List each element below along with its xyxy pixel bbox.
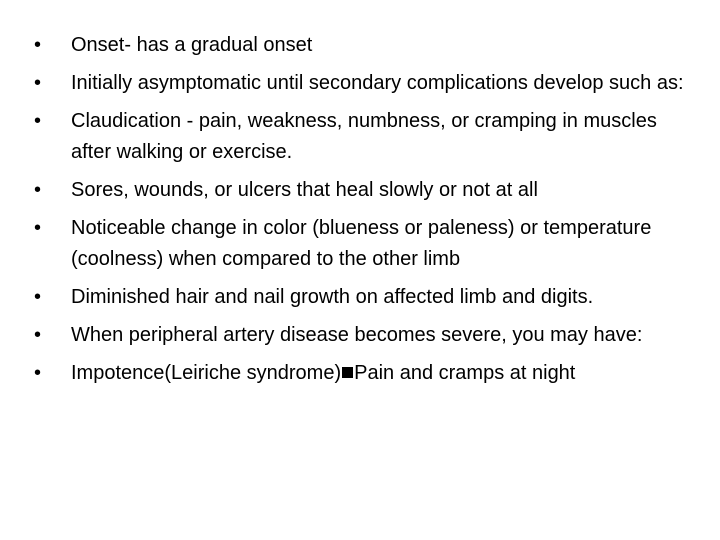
- bullet-icon: •: [34, 179, 42, 201]
- list-item: [34, 213, 694, 275]
- list-item-text: Claudication - pain, weakness, numbness, or cramping in muscles after walking or exercise.: [71, 110, 657, 163]
- list-item: [34, 68, 694, 99]
- bullet-icon: •: [34, 324, 42, 346]
- list-item-text: [71, 362, 575, 384]
- list-item-text: When peripheral artery disease becomes severe, you may have:: [71, 324, 643, 346]
- list-item-text: Initially asymptomatic until secondary complications develop such as:: [71, 72, 684, 94]
- square-bullet-icon: [342, 367, 353, 378]
- bullet-icon: •: [34, 286, 42, 308]
- list-item: [34, 282, 694, 313]
- bullet-list: [34, 30, 694, 396]
- list-item-text-part: Impotence(Leiriche syndrome): [71, 362, 342, 384]
- list-item-text: Noticeable change in color (blueness or paleness) or temperature (coolness) when compared to the other limb: [71, 217, 652, 270]
- list-item: [34, 358, 694, 389]
- list-item: [34, 175, 694, 206]
- bullet-icon: •: [34, 110, 42, 132]
- list-item: [34, 30, 694, 61]
- bullet-icon: •: [34, 72, 42, 94]
- list-item: [34, 320, 694, 351]
- list-item: [34, 106, 694, 168]
- bullet-icon: •: [34, 34, 42, 56]
- list-item-text: Onset- has a gradual onset: [71, 34, 313, 56]
- bullet-icon: •: [34, 362, 42, 384]
- bullet-icon: •: [34, 217, 42, 239]
- list-item-text-part: Pain and cramps at night: [354, 362, 576, 384]
- list-item-text: Sores, wounds, or ulcers that heal slowly or not at all: [71, 179, 538, 201]
- list-item-text: Diminished hair and nail growth on affected limb and digits.: [71, 286, 594, 308]
